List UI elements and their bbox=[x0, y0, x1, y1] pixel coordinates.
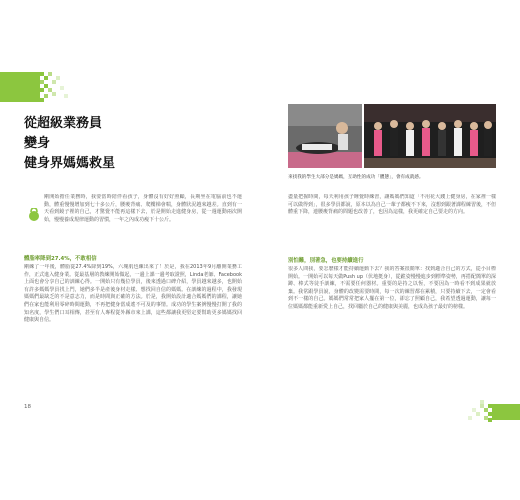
photo-group-of-students bbox=[364, 104, 496, 168]
pixel-decoration-bottom-right bbox=[440, 400, 520, 424]
title-line-3: 健身界媽媽救星 bbox=[24, 156, 116, 171]
left-body-paragraph: 剛練了一年後，體脂從27.4%降到19%，六塊肌也練出來了！於是，我在2013年9月離開業務工作，正式進入健身業。從最基層的教練開始做起，一邊上課一邊考取證照，Linda老師、Facebook上面也會分享自己的訓練心得。一開始只有幾位學員，後來透過口碑介紹，學員越來越多，也開始有許多媽媽學員找上門，她們多半是產後身材走樣、想找回自信的媽媽。在訓練的過程中，我發現媽媽們最缺乏的不是意志力，而是時間與正確的方法。於是，我開始設計適合媽媽們的課程，讓她們在家也能利用零碎時間運動，不再把健身當成遙不可及的事情。成功的學生案例慢慢打開了我的知名度，學生們口耳相傳，甚至有人專程從外縣市來上課，這些都讓我更堅定要幫助更多媽媽找回健康與自信。 bbox=[24, 264, 242, 324]
left-intro-paragraph: 剛開始擔任業務時，我要當時陪伴看孩子，身體沒有好好照顧，長期坐在電腦前也不運動，體重慢慢增加到七十多公斤，腰痠背痛、爬樓梯會喘，身體狀況越來越差。直到有一天看到鏡子裡的自己，才驚覺不能再這樣下去，於是開始走進健身房，從一週運動兩次開始，慢慢養成規律運動的習慣，一年之內成功瘦下十公斤。 bbox=[44, 194, 242, 223]
pixel-decoration-top-left bbox=[0, 72, 80, 102]
right-section-title: 別怕難，別著急，也要持續進行 bbox=[288, 258, 364, 264]
title-line-1: 從超級業務員 bbox=[24, 116, 103, 131]
photo-caption: 來找我的學生大部分是媽媽，互助性的成功「體態」，會有成就感。 bbox=[288, 175, 424, 180]
page-number-left: 18 bbox=[24, 404, 31, 410]
right-body-paragraph: 很多人問我，要怎麼樣才能持續運動下去？我的答案很簡單：找到適合自己的方式，從小目標開始。一開始可以每天做Push up（伏地挺身），從跪姿慢慢進步到標準姿勢，再搭配簡單的深蹲、棒式等徒手訓練，不需要任何器材。重要的是持之以恆，不要因為一時看不到成果就放棄。我常跟學員說，身體的改變需要時間，每一次的練習都在累積，只要持續下去，一定會看到不一樣的自己。媽媽們常常把家人擺在第一位，卻忘了照顧自己，我希望透過運動，讓每一位媽媽都能重新愛上自己，找回屬於自己的健康與美麗，也成為孩子最好的榜樣。 bbox=[288, 266, 496, 310]
kettlebell-icon bbox=[28, 206, 40, 219]
left-section-title: 體脂率降到27.4%，不敢相信 bbox=[24, 256, 97, 262]
title-line-2: 變身 bbox=[24, 136, 51, 151]
right-intro-paragraph: 盡量把握時間，每天利用孩子睡覺時練習，讓媽媽們知道「不用花大錢上健身房，在家裡一樣可以做得到」，很多學員都說，原本以為自己一輩子都瘦不下來，沒想到跟著課程練習後，不但體重下降，連腰痠背痛的問題也改善了，也因為這樣，我更確定自己要走的方向。 bbox=[288, 194, 496, 216]
photo-trainer-with-student bbox=[288, 104, 362, 168]
